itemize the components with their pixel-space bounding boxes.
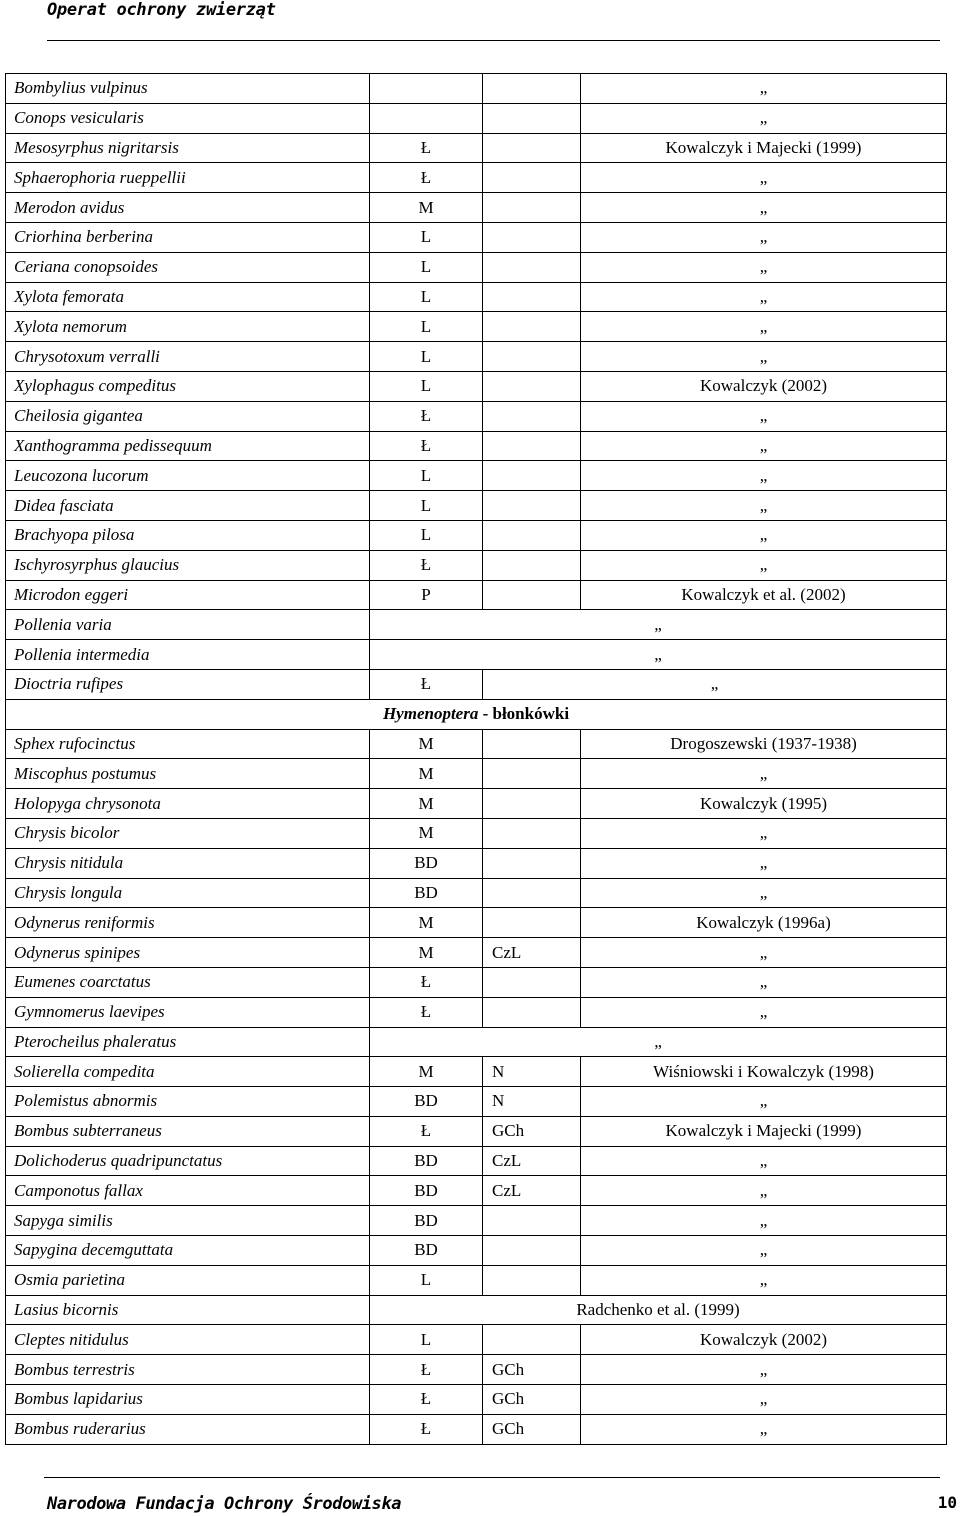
source-cell: Kowalczyk (1996a) — [581, 908, 947, 938]
species-name-cell: Leucozona lucorum — [6, 461, 370, 491]
category-cell — [483, 1206, 581, 1236]
section-order-name: Hymenoptera — [382, 704, 479, 724]
status-cell: M — [370, 193, 483, 223]
category-cell: CzL — [483, 1176, 581, 1206]
category-cell — [483, 789, 581, 819]
table-row — [6, 669, 947, 699]
status-cell: M — [370, 1057, 483, 1087]
source-cell: „ — [370, 1027, 947, 1057]
category-cell — [483, 908, 581, 938]
source-cell: „ — [581, 74, 947, 104]
source-cell: „ — [581, 342, 947, 372]
category-cell — [483, 401, 581, 431]
source-cell: „ — [581, 848, 947, 878]
status-cell: BD — [370, 1206, 483, 1236]
species-name-cell: Dolichoderus quadripunctatus — [6, 1146, 370, 1176]
table-row — [6, 282, 947, 312]
table-row — [6, 938, 947, 968]
status-cell: M — [370, 818, 483, 848]
status-cell: Ł — [370, 1414, 483, 1444]
source-cell: Kowalczyk i Majecki (1999) — [581, 1116, 947, 1146]
table-row — [6, 1027, 947, 1057]
species-name-cell: Lasius bicornis — [6, 1295, 370, 1325]
category-cell — [483, 222, 581, 252]
table-row — [6, 640, 947, 670]
species-name-cell: Chrysis nitidula — [6, 848, 370, 878]
status-cell: Ł — [370, 550, 483, 580]
table-row — [6, 222, 947, 252]
category-cell — [483, 163, 581, 193]
category-cell: GCh — [483, 1385, 581, 1415]
category-cell — [483, 74, 581, 104]
status-cell: M — [370, 789, 483, 819]
category-cell — [483, 550, 581, 580]
species-name-cell: Bombus terrestris — [6, 1355, 370, 1385]
table-row — [6, 1236, 947, 1266]
table-row — [6, 878, 947, 908]
status-cell: L — [370, 312, 483, 342]
species-name-cell: Sapyga similis — [6, 1206, 370, 1236]
status-cell: L — [370, 520, 483, 550]
category-cell: GCh — [483, 1414, 581, 1444]
table-row — [6, 163, 947, 193]
source-cell: Drogoszewski (1937-1938) — [581, 729, 947, 759]
table-row — [6, 1325, 947, 1355]
species-name-cell: Criorhina berberina — [6, 222, 370, 252]
table-row — [6, 342, 947, 372]
status-cell: Ł — [370, 669, 483, 699]
source-cell: Kowalczyk i Majecki (1999) — [581, 133, 947, 163]
table-row — [6, 1087, 947, 1117]
table-row — [6, 491, 947, 521]
category-cell — [483, 193, 581, 223]
source-cell: Kowalczyk (2002) — [581, 1325, 947, 1355]
species-name-cell: Didea fasciata — [6, 491, 370, 521]
category-cell — [483, 759, 581, 789]
species-name-cell: Odynerus reniformis — [6, 908, 370, 938]
source-cell: „ — [581, 312, 947, 342]
status-cell: BD — [370, 1087, 483, 1117]
status-cell: BD — [370, 878, 483, 908]
category-cell: N — [483, 1057, 581, 1087]
species-name-cell: Osmia parietina — [6, 1265, 370, 1295]
category-cell — [483, 431, 581, 461]
status-cell: Ł — [370, 163, 483, 193]
table-row — [6, 252, 947, 282]
source-cell: „ — [581, 1176, 947, 1206]
source-cell: „ — [581, 878, 947, 908]
table-row — [6, 461, 947, 491]
status-cell: M — [370, 938, 483, 968]
table-row — [6, 371, 947, 401]
source-cell: „ — [581, 491, 947, 521]
species-name-cell: Brachyopa pilosa — [6, 520, 370, 550]
status-cell: M — [370, 908, 483, 938]
source-cell: Radchenko et al. (1999) — [370, 1295, 947, 1325]
source-cell: „ — [581, 431, 947, 461]
category-cell — [483, 818, 581, 848]
category-cell — [483, 461, 581, 491]
table-row — [6, 997, 947, 1027]
category-cell — [483, 312, 581, 342]
status-cell: BD — [370, 848, 483, 878]
status-cell: M — [370, 729, 483, 759]
source-cell: „ — [581, 252, 947, 282]
source-cell: „ — [581, 1236, 947, 1266]
source-cell: Wiśniowski i Kowalczyk (1998) — [581, 1057, 947, 1087]
section-header-hymenoptera — [6, 699, 947, 729]
category-cell — [483, 580, 581, 610]
category-cell — [483, 252, 581, 282]
source-cell: „ — [581, 759, 947, 789]
status-cell — [370, 103, 483, 133]
species-name-cell: Holopyga chrysonota — [6, 789, 370, 819]
category-cell — [483, 342, 581, 372]
footer-organization: Narodowa Fundacja Ochrony Środowiska — [47, 1494, 402, 1514]
table-row — [6, 103, 947, 133]
status-cell: Ł — [370, 431, 483, 461]
source-cell: „ — [581, 222, 947, 252]
category-cell: GCh — [483, 1116, 581, 1146]
status-cell: P — [370, 580, 483, 610]
footer-divider — [44, 1477, 940, 1478]
status-cell: BD — [370, 1146, 483, 1176]
table-row — [6, 759, 947, 789]
status-cell: L — [370, 461, 483, 491]
table-row — [6, 610, 947, 640]
species-name-cell: Eumenes coarctatus — [6, 967, 370, 997]
status-cell: Ł — [370, 133, 483, 163]
source-cell: „ — [483, 669, 947, 699]
status-cell: L — [370, 282, 483, 312]
source-cell: Kowalczyk (2002) — [581, 371, 947, 401]
species-name-cell: Sapygina decemguttata — [6, 1236, 370, 1266]
species-name-cell: Polemistus abnormis — [6, 1087, 370, 1117]
source-cell: Kowalczyk et al. (2002) — [581, 580, 947, 610]
species-name-cell: Pollenia varia — [6, 610, 370, 640]
species-name-cell: Bombus lapidarius — [6, 1385, 370, 1415]
source-cell: „ — [581, 1265, 947, 1295]
table-row — [6, 1146, 947, 1176]
table-row — [6, 1116, 947, 1146]
category-cell — [483, 1236, 581, 1266]
table-row — [6, 431, 947, 461]
table-row — [6, 789, 947, 819]
species-name-cell: Xylota femorata — [6, 282, 370, 312]
status-cell: M — [370, 759, 483, 789]
category-cell — [483, 1325, 581, 1355]
source-cell: „ — [581, 282, 947, 312]
status-cell: Ł — [370, 401, 483, 431]
species-name-cell: Camponotus fallax — [6, 1176, 370, 1206]
category-cell — [483, 282, 581, 312]
species-name-cell: Xylota nemorum — [6, 312, 370, 342]
table-row — [6, 1265, 947, 1295]
species-name-cell: Odynerus spinipes — [6, 938, 370, 968]
species-table — [5, 73, 947, 1445]
source-cell: „ — [581, 550, 947, 580]
table-row — [6, 1385, 947, 1415]
species-name-cell: Microdon eggeri — [6, 580, 370, 610]
species-name-cell: Mesosyrphus nigritarsis — [6, 133, 370, 163]
source-cell: „ — [581, 1206, 947, 1236]
table-row — [6, 1176, 947, 1206]
source-cell: „ — [370, 610, 947, 640]
page-header-title: Operat ochrony zwierząt — [47, 0, 276, 20]
status-cell: Ł — [370, 1116, 483, 1146]
category-cell: CzL — [483, 938, 581, 968]
species-name-cell: Miscophus postumus — [6, 759, 370, 789]
table-row — [6, 1295, 947, 1325]
source-cell: Kowalczyk (1995) — [581, 789, 947, 819]
page-number: 10 — [937, 1493, 957, 1512]
source-cell: „ — [581, 997, 947, 1027]
category-cell: N — [483, 1087, 581, 1117]
source-cell: „ — [581, 1087, 947, 1117]
source-cell: „ — [581, 938, 947, 968]
species-name-cell: Dioctria rufipes — [6, 669, 370, 699]
species-name-cell: Ceriana conopsoides — [6, 252, 370, 282]
table-row — [6, 74, 947, 104]
species-name-cell: Bombus ruderarius — [6, 1414, 370, 1444]
status-cell: BD — [370, 1176, 483, 1206]
status-cell: BD — [370, 1236, 483, 1266]
source-cell: „ — [581, 1385, 947, 1415]
table-row — [6, 729, 947, 759]
category-cell: GCh — [483, 1355, 581, 1385]
species-name-cell: Bombylius vulpinus — [6, 74, 370, 104]
species-table-body — [6, 74, 947, 1445]
category-cell — [483, 133, 581, 163]
table-row — [6, 1355, 947, 1385]
table-row — [6, 1414, 947, 1444]
category-cell — [483, 729, 581, 759]
status-cell: Ł — [370, 1385, 483, 1415]
source-cell: „ — [581, 401, 947, 431]
status-cell: L — [370, 252, 483, 282]
table-row — [6, 967, 947, 997]
table-row — [6, 908, 947, 938]
source-cell: „ — [581, 461, 947, 491]
status-cell: L — [370, 1265, 483, 1295]
table-row — [6, 848, 947, 878]
species-name-cell: Pollenia intermedia — [6, 640, 370, 670]
header-divider — [47, 40, 940, 41]
category-cell — [483, 848, 581, 878]
status-cell: Ł — [370, 997, 483, 1027]
table-row — [6, 818, 947, 848]
table-row — [6, 401, 947, 431]
source-cell: „ — [581, 103, 947, 133]
status-cell: Ł — [370, 1355, 483, 1385]
species-name-cell: Chrysotoxum verralli — [6, 342, 370, 372]
category-cell: CzL — [483, 1146, 581, 1176]
category-cell — [483, 103, 581, 133]
source-cell: „ — [581, 1355, 947, 1385]
source-cell: „ — [581, 1146, 947, 1176]
category-cell — [483, 520, 581, 550]
table-row — [6, 133, 947, 163]
status-cell: L — [370, 1325, 483, 1355]
species-name-cell: Sphaerophoria rueppellii — [6, 163, 370, 193]
table-row — [6, 520, 947, 550]
source-cell: „ — [581, 520, 947, 550]
species-name-cell: Bombus subterraneus — [6, 1116, 370, 1146]
source-cell: „ — [370, 640, 947, 670]
species-name-cell: Cheilosia gigantea — [6, 401, 370, 431]
species-name-cell: Solierella compedita — [6, 1057, 370, 1087]
table-row — [6, 699, 947, 729]
source-cell: „ — [581, 1414, 947, 1444]
category-cell — [483, 1265, 581, 1295]
table-row — [6, 1057, 947, 1087]
source-cell: „ — [581, 967, 947, 997]
source-cell: „ — [581, 163, 947, 193]
species-name-cell: Gymnomerus laevipes — [6, 997, 370, 1027]
category-cell — [483, 967, 581, 997]
table-row — [6, 550, 947, 580]
section-common-name: - błonkówki — [478, 704, 570, 724]
table-row — [6, 1206, 947, 1236]
status-cell: L — [370, 342, 483, 372]
status-cell: L — [370, 371, 483, 401]
species-name-cell: Sphex rufocinctus — [6, 729, 370, 759]
source-cell: „ — [581, 193, 947, 223]
table-row — [6, 312, 947, 342]
category-cell — [483, 997, 581, 1027]
category-cell — [483, 878, 581, 908]
species-name-cell: Xylophagus compeditus — [6, 371, 370, 401]
species-name-cell: Chrysis bicolor — [6, 818, 370, 848]
table-row — [6, 193, 947, 223]
species-name-cell: Chrysis longula — [6, 878, 370, 908]
category-cell — [483, 491, 581, 521]
status-cell: Ł — [370, 967, 483, 997]
species-name-cell: Pterocheilus phaleratus — [6, 1027, 370, 1057]
source-cell: „ — [581, 818, 947, 848]
category-cell — [483, 371, 581, 401]
table-row — [6, 580, 947, 610]
species-name-cell: Merodon avidus — [6, 193, 370, 223]
species-name-cell: Conops vesicularis — [6, 103, 370, 133]
species-name-cell: Ischyrosyrphus glaucius — [6, 550, 370, 580]
status-cell — [370, 74, 483, 104]
species-name-cell: Xanthogramma pedissequum — [6, 431, 370, 461]
status-cell: L — [370, 222, 483, 252]
species-name-cell: Cleptes nitidulus — [6, 1325, 370, 1355]
status-cell: L — [370, 491, 483, 521]
